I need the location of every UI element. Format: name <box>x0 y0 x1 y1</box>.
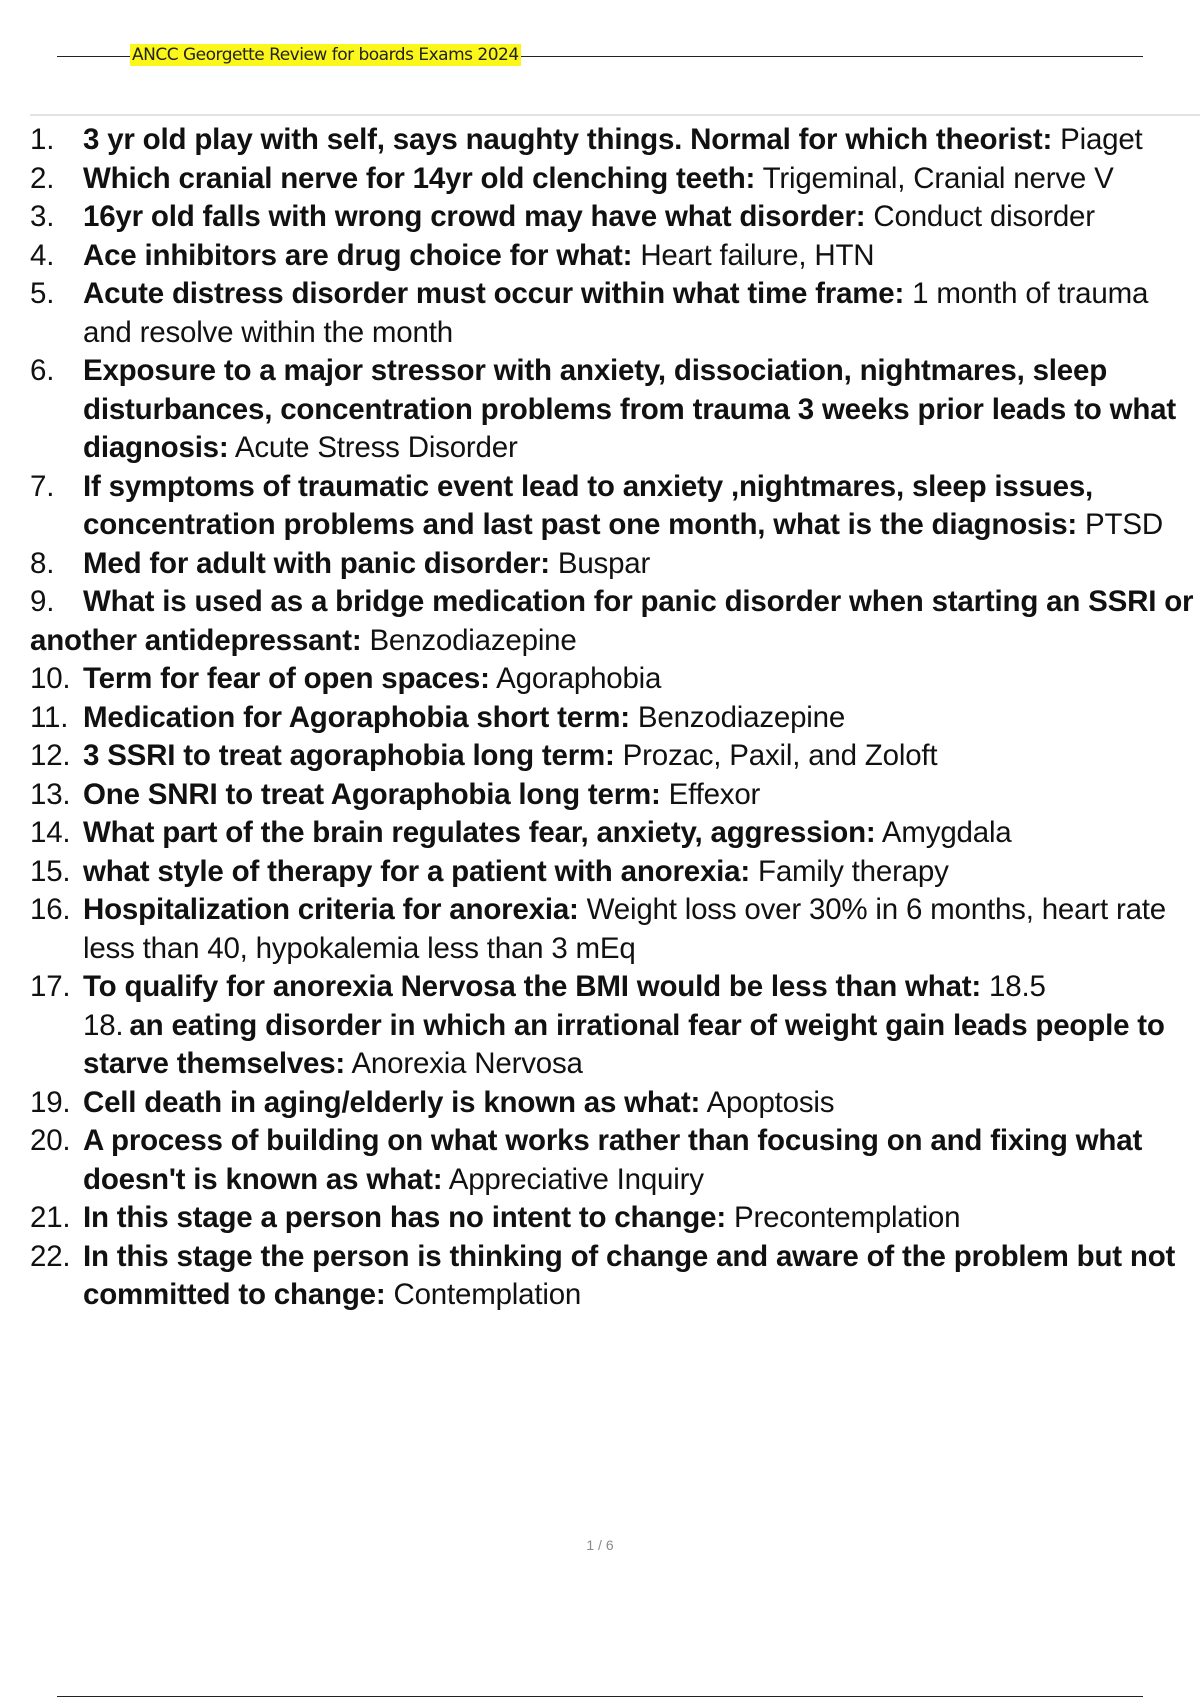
item-question: an eating disorder in which an irrational fear of weight gain leads people to starve themselves: <box>83 1008 1165 1080</box>
item-answer: Trigeminal, Cranial nerve V <box>762 161 1114 195</box>
item-number: 17. <box>30 970 71 1003</box>
item-answer: PTSD <box>1085 508 1163 541</box>
list-item <box>30 853 1200 892</box>
item-answer: Amygdala <box>881 816 1012 849</box>
list-item <box>30 660 1200 699</box>
list-item <box>30 583 1200 660</box>
item-question: Hospitalization criteria for anorexia: <box>83 893 579 926</box>
item-number: 13. <box>30 777 71 811</box>
item-question: 3 SSRI to treat agoraphobia long term: <box>83 739 615 772</box>
list-item <box>30 160 1200 199</box>
item-answer: Family therapy <box>758 854 949 888</box>
header-title: ANCC Georgette Review for boards Exams 2024 <box>132 45 519 65</box>
item-answer: Piaget <box>1060 123 1143 156</box>
item-number: 4. <box>30 238 55 272</box>
item-question: Which cranial nerve for 14yr old clenching teeth: <box>83 161 756 195</box>
item-question: Ace inhibitors are drug choice for what: <box>83 238 633 272</box>
list-item <box>30 468 1200 545</box>
item-question: To qualify for anorexia Nervosa the BMI would be less than what: <box>83 970 982 1003</box>
item-answer: 18.5 <box>989 970 1046 1003</box>
item-question: Term for fear of open spaces: <box>83 662 490 695</box>
item-question: Med for adult with panic disorder: <box>83 546 550 580</box>
list-item <box>30 1199 1200 1238</box>
content-top-rule <box>30 114 1200 116</box>
item-answer: Effexor <box>668 777 761 811</box>
item-answer: Benzodiazepine <box>637 700 846 734</box>
item-answer: Acute Stress Disorder <box>234 431 518 464</box>
item-question: In this stage a person has no intent to change: <box>83 1201 726 1234</box>
list-item <box>30 237 1200 276</box>
item-number: 2. <box>30 161 55 195</box>
item-answer: Contemplation <box>393 1278 582 1311</box>
list-item <box>30 737 1200 776</box>
item-answer: Precontemplation <box>733 1201 961 1234</box>
list-item <box>30 198 1200 237</box>
item-answer: Conduct disorder <box>873 200 1095 233</box>
item-question: 3 yr old play with self, says naughty things. Normal for which theorist: <box>83 123 1053 156</box>
item-number: 16. <box>30 893 71 926</box>
item-answer: Apoptosis <box>706 1085 835 1119</box>
item-number: 20. <box>30 1124 71 1157</box>
item-number: 10. <box>30 662 71 695</box>
item-answer: Prozac, Paxil, and Zoloft <box>622 739 938 772</box>
list-item <box>30 352 1200 468</box>
item-number: 8. <box>30 546 55 580</box>
item-question: Medication for Agoraphobia short term: <box>83 700 630 734</box>
item-number: 7. <box>30 469 55 503</box>
item-number: 6. <box>30 354 55 387</box>
item-question: If symptoms of traumatic event lead to anxiety ,nightmares, sleep issues, concentration problems and last past one month, what is the diagnosis: <box>83 469 1094 541</box>
item-answer: Benzodiazepine <box>369 623 577 657</box>
item-question: Acute distress disorder must occur within what time frame: <box>83 277 905 310</box>
item-number: 19. <box>30 1085 71 1119</box>
item-question: In this stage the person is thinking of change and aware of the problem but not committed to change: <box>83 1239 1176 1311</box>
item-answer: Heart failure, HTN <box>640 238 875 272</box>
item-answer: Appreciative Inquiry <box>448 1162 704 1196</box>
item-question: A process of building on what works rather than focusing on and fixing what doesn't is known as what: <box>83 1124 1143 1196</box>
item-number: 1. <box>30 123 55 156</box>
list-item <box>30 699 1200 738</box>
footer-rule <box>57 1696 1143 1697</box>
list-item <box>30 968 1200 1007</box>
item-question: Exposure to a major stressor with anxiety, dissociation, nightmares, sleep disturbances, concentration problems from trauma 3 weeks prior leads to what diagnosis: <box>83 354 1176 464</box>
page-number: 1 / 6 <box>586 1537 614 1553</box>
item-question: Cell death in aging/elderly is known as what: <box>83 1085 701 1119</box>
item-number: 21. <box>30 1201 71 1234</box>
item-answer: Weight loss over 30% in 6 months, heart rate less than 40, hypokalemia less than 3 mEq <box>83 893 1166 965</box>
item-number: 14. <box>30 816 71 849</box>
item-question: What part of the brain regulates fear, anxiety, aggression: <box>83 816 876 849</box>
item-number: 11. <box>30 700 69 734</box>
list-item <box>30 1084 1200 1123</box>
item-answer: Buspar <box>557 546 651 580</box>
list-item <box>30 545 1200 584</box>
list-item <box>30 891 1200 968</box>
item-question: what style of therapy for a patient with anorexia: <box>83 854 750 888</box>
list-item <box>30 275 1200 352</box>
item-answer: Anorexia Nervosa <box>351 1047 583 1080</box>
list-item <box>30 1238 1200 1315</box>
item-number: 12. <box>30 739 71 772</box>
item-question: 16yr old falls with wrong crowd may have what disorder: <box>83 200 866 233</box>
item-answer: 1 month of trauma and resolve within the month <box>83 277 1149 349</box>
item-number: 22. <box>30 1239 71 1273</box>
list-item <box>30 814 1200 853</box>
item-number: 15. <box>30 854 71 888</box>
item-number: 3. <box>30 200 55 233</box>
item-number: 18. <box>83 1008 124 1042</box>
item-number: 9. <box>30 585 55 618</box>
list-item <box>30 121 1200 160</box>
question-list <box>30 121 1200 1315</box>
list-item <box>30 776 1200 815</box>
item-answer: Agoraphobia <box>496 662 662 695</box>
item-number: 5. <box>30 277 55 310</box>
item-question: What is used as a bridge medication for panic disorder when starting an SSRI or another antidepressant: <box>30 585 1194 657</box>
list-item <box>30 1007 1200 1084</box>
item-question: One SNRI to treat Agoraphobia long term: <box>83 777 661 811</box>
list-item <box>30 1122 1200 1199</box>
